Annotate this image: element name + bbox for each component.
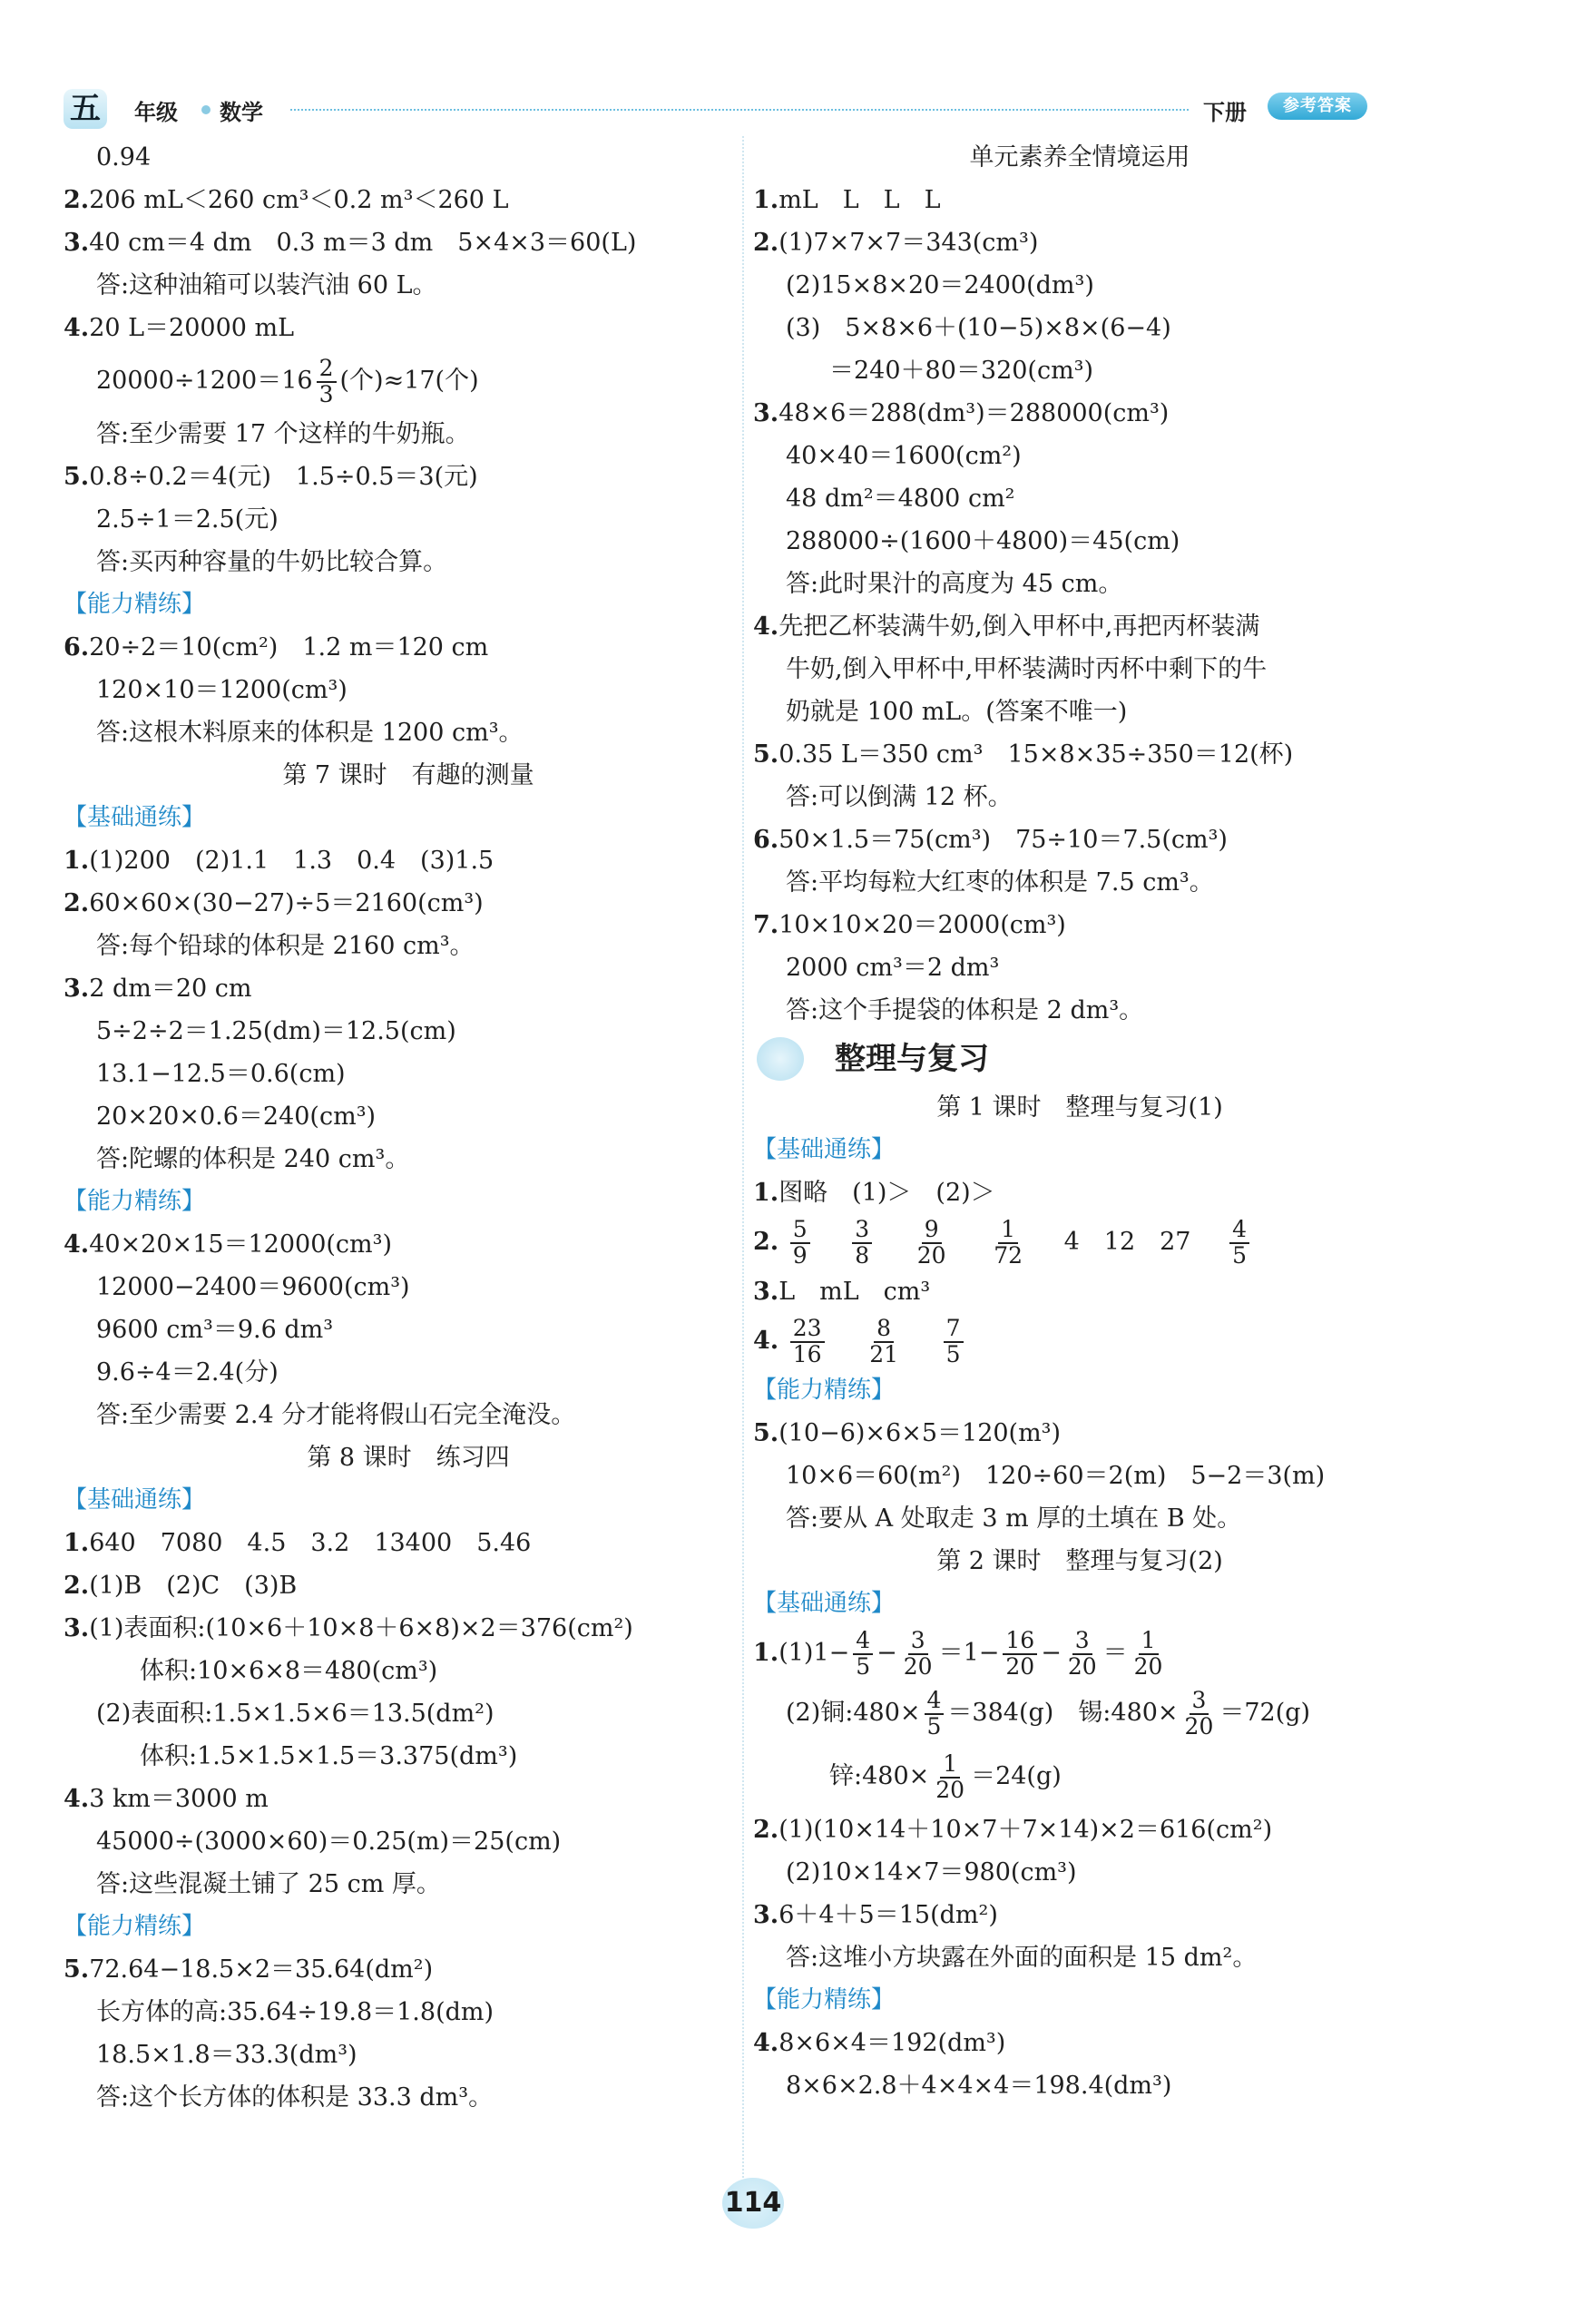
answer-line: 长方体的高:35.64÷19.8＝1.8(dm)	[96, 1998, 494, 2026]
answer-line: 答:这个长方体的体积是 33.3 dm³。	[96, 2083, 494, 2112]
item-number: 3.	[64, 1614, 90, 1642]
lesson-title: 第 8 课时 练习四	[307, 1444, 510, 1472]
section-title	[753, 1032, 1406, 1086]
numerator: 1	[998, 1218, 1018, 1243]
answer-text: 6＋4＋5＝15(dm²)	[778, 1901, 998, 1929]
answer-line	[753, 733, 1406, 776]
answer-line: 答:可以倒满 12 杯。	[786, 783, 1013, 811]
item-number: 6.	[753, 826, 779, 854]
answer-text: 图略 (1)＞ (2)＞	[778, 1179, 995, 1207]
item-number: 2.	[753, 1228, 779, 1256]
category-label: 【基础通练】	[64, 804, 206, 831]
answer-line	[753, 1171, 1406, 1214]
denominator: 20	[1067, 1652, 1097, 1680]
item-number: 2.	[64, 1572, 90, 1600]
item-number: 2.	[64, 889, 90, 917]
item-number: 2.	[753, 229, 779, 257]
numerator: 4	[853, 1629, 873, 1654]
denominator: 20	[935, 1776, 965, 1803]
numerator: 23	[790, 1317, 825, 1342]
answer-line: 答:此时果汁的高度为 45 cm。	[786, 570, 1123, 598]
fraction	[1065, 1629, 1100, 1679]
answer-text: (1)(10×14＋10×7＋7×14)×2＝616(cm²)	[778, 1816, 1273, 1844]
numerator: 4	[925, 1689, 945, 1714]
answer-line	[753, 605, 1406, 648]
answer-text: (10−6)×6×5＝120(m³)	[778, 1419, 1062, 1447]
denominator: 5	[856, 1652, 871, 1680]
answer-text: 3 km＝3000 m	[89, 1785, 269, 1813]
answer-line: 45000÷(3000×60)＝0.25(m)＝25(cm)	[96, 1828, 562, 1856]
item-number: 1.	[64, 847, 90, 875]
answer-text: 40×20×15＝12000(cm³)	[89, 1230, 393, 1259]
fraction	[317, 357, 337, 407]
answer-line: 2.5÷1＝2.5(元)	[96, 505, 279, 534]
answer-line	[753, 1412, 1406, 1455]
answer-text: 4 12 27	[1063, 1228, 1191, 1256]
header-rule	[290, 109, 1189, 111]
numerator: 3	[1072, 1629, 1092, 1654]
answer-text: 50×1.5＝75(cm³) 75÷10＝7.5(cm³)	[778, 826, 1228, 854]
answer-text: (1)表面积:(10×6＋10×8＋6×8)×2＝376(cm²)	[89, 1614, 633, 1642]
answer-text: 20000÷1200＝16	[96, 367, 313, 395]
answer-line	[753, 1214, 1406, 1270]
answer-line	[64, 967, 753, 1010]
fraction	[790, 1218, 810, 1268]
answer-line: 20×20×0.6＝240(cm³)	[96, 1102, 377, 1131]
denominator: 9	[792, 1241, 808, 1269]
answer-line: 答:买丙种容量的牛奶比较合算。	[96, 548, 448, 576]
subject-label: 数学	[220, 100, 263, 125]
answer-line: 答:每个铅球的体积是 2160 cm³。	[96, 932, 475, 960]
category-label: 【能力精练】	[64, 1913, 206, 1940]
denominator: 20	[916, 1241, 946, 1269]
answer-line	[753, 904, 1406, 946]
item-number: 4.	[753, 612, 779, 641]
answer-text: ＝1−	[938, 1639, 1000, 1667]
answer-line: 体积:10×6×8＝480(cm³)	[140, 1657, 438, 1685]
answer-line: 体积:1.5×1.5×1.5＝3.375(dm³)	[140, 1742, 518, 1770]
answer-line	[753, 221, 1406, 264]
answer-line: 答:这些混凝土铺了 25 cm 厚。	[96, 1870, 441, 1898]
answer-text: 640 7080 4.5 3.2 13400 5.46	[89, 1529, 532, 1557]
item-number: 4.	[64, 314, 90, 342]
answer-text: 20÷2＝10(cm²) 1.2 m＝120 cm	[89, 633, 489, 662]
answer-line: 奶就是 100 mL。(答案不唯一)	[786, 698, 1128, 726]
fraction	[1003, 1629, 1037, 1679]
fraction	[1182, 1689, 1217, 1739]
fraction	[933, 1752, 967, 1802]
right-column	[753, 136, 1406, 2107]
item-number: 1.	[64, 1529, 90, 1557]
answer-line: 答:这根木料原来的体积是 1200 cm³。	[96, 719, 524, 747]
answer-text: 锌:480×	[829, 1762, 930, 1790]
answer-line: 2000 cm³＝2 dm³	[786, 954, 1000, 982]
answer-line	[753, 2022, 1406, 2064]
answer-line: (2)表面积:1.5×1.5×6＝13.5(dm²)	[96, 1700, 494, 1728]
section-title-text: 整理与复习	[835, 1041, 989, 1077]
answer-line: 120×10＝1200(cm³)	[96, 676, 348, 704]
answer-line	[753, 1745, 1406, 1808]
answer-line	[753, 179, 1406, 221]
answer-line: 答:要从 A 处取走 3 m 厚的土填在 B 处。	[786, 1504, 1242, 1533]
header-dot	[201, 105, 211, 114]
fraction	[1229, 1218, 1249, 1268]
answer-text: L mL cm³	[778, 1278, 931, 1306]
left-column	[64, 136, 753, 2119]
answer-line	[753, 818, 1406, 861]
unit-title: 单元素养全情境运用	[969, 143, 1190, 172]
fraction	[1131, 1629, 1166, 1679]
answer-text: mL L L L	[778, 186, 941, 214]
item-number: 5.	[753, 1419, 779, 1447]
answer-line	[64, 839, 753, 882]
answer-line	[753, 1313, 1406, 1369]
item-number: 1.	[753, 1179, 779, 1207]
answer-line: 9.6÷4＝2.4(分)	[96, 1358, 279, 1387]
item-number: 2.	[753, 1816, 779, 1844]
answer-line: ＝240＋80＝320(cm³)	[829, 357, 1094, 385]
answer-text: 0.35 L＝350 cm³ 15×8×35÷350＝12(杯)	[778, 740, 1294, 769]
answer-line	[64, 1564, 753, 1607]
answer-text: 48×6＝288(dm³)＝288000(cm³)	[778, 399, 1170, 427]
item-number: 3.	[64, 975, 90, 1003]
answer-line	[753, 392, 1406, 435]
answer-line	[753, 1894, 1406, 1936]
answer-line	[753, 1808, 1406, 1851]
denominator: 20	[903, 1652, 933, 1680]
answer-text: ＝24(g)	[971, 1762, 1062, 1790]
denominator: 16	[792, 1340, 822, 1367]
volume-label: 下册	[1203, 100, 1247, 125]
answer-line: 8×6×2.8＋4×4×4＝198.4(dm³)	[786, 2072, 1172, 2100]
answer-line	[64, 1607, 753, 1650]
denominator: 3	[318, 380, 334, 407]
answer-line: 答:这种油箱可以装汽油 60 L。	[96, 271, 437, 299]
category-label: 【能力精练】	[64, 1188, 206, 1215]
answer-text: ＝384(g) 锡:480×	[947, 1699, 1179, 1727]
numerator: 1	[1139, 1629, 1159, 1654]
denominator: 5	[945, 1340, 961, 1367]
item-number: 6.	[64, 633, 90, 662]
numerator: 3	[852, 1218, 872, 1243]
answer-line: 答:至少需要 17 个这样的牛奶瓶。	[96, 420, 470, 448]
answer-line: 12000−2400＝9600(cm³)	[96, 1273, 410, 1301]
item-number: 2.	[64, 186, 90, 214]
denominator: 21	[869, 1340, 898, 1367]
answer-line	[64, 1778, 753, 1820]
item-number: 7.	[753, 911, 779, 939]
answer-text: 60×60×(30−27)÷5＝2160(cm³)	[89, 889, 484, 917]
answer-line	[64, 1223, 753, 1266]
fraction	[901, 1629, 935, 1679]
answer-line	[64, 456, 753, 498]
answer-line	[64, 179, 753, 221]
item-number: 3.	[753, 1278, 779, 1306]
answer-line	[64, 1522, 753, 1564]
numerator: 4	[1229, 1218, 1249, 1243]
numerator: 9	[922, 1218, 942, 1243]
answer-line: 13.1−12.5＝0.6(cm)	[96, 1060, 346, 1088]
numerator: 2	[317, 357, 337, 382]
page-number: 114	[722, 2178, 784, 2229]
lesson-title: 第 7 课时 有趣的测量	[282, 761, 534, 789]
fraction	[867, 1317, 901, 1367]
answer-text: (1)1−	[778, 1639, 850, 1667]
answer-text: 72.64−18.5×2＝35.64(dm²)	[89, 1955, 434, 1984]
category-label: 【能力精练】	[64, 591, 206, 618]
answer-line: (2)10×14×7＝980(cm³)	[786, 1858, 1077, 1886]
numerator: 7	[944, 1317, 964, 1342]
answer-line: 1.(1)1− $\frac{4}{5}$ − $\frac{3}{20}$ ＝1− $\frac{16}{20}$ − $\frac{3}{20}$ ＝ $\frac{1}{20}$	[753, 1625, 1406, 1681]
answer-line: 答:平均每粒大红枣的体积是 7.5 cm³。	[786, 868, 1214, 897]
answer-line	[64, 882, 753, 925]
answer-line	[753, 1681, 1406, 1745]
item-number: 3.	[753, 399, 779, 427]
denominator: 8	[855, 1241, 870, 1269]
item-number: 5.	[64, 463, 90, 491]
answer-key-badge: 参考答案	[1268, 93, 1367, 120]
grade-label: 年级	[134, 100, 178, 125]
denominator: 20	[1005, 1652, 1035, 1680]
answer-line: 10×6＝60(m²) 120÷60＝2(m) 5−2＝3(m)	[786, 1462, 1326, 1490]
item-number: 1.	[753, 186, 779, 214]
numerator: 1	[940, 1752, 960, 1778]
item-number: 4.	[64, 1230, 90, 1259]
answer-line: 答:陀螺的体积是 240 cm³。	[96, 1145, 410, 1173]
fraction	[925, 1689, 945, 1739]
answer-line	[64, 626, 753, 669]
answer-line: 牛奶,倒入甲杯中,甲杯装满时丙杯中剩下的牛	[786, 655, 1268, 683]
item-number: 4.	[753, 2029, 779, 2057]
answer-text: (个)≈17(个)	[339, 367, 479, 395]
item-number: 5.	[64, 1955, 90, 1984]
item-number: 5.	[753, 740, 779, 769]
answer-line	[64, 1948, 753, 1991]
denominator: 20	[1133, 1652, 1163, 1680]
fraction	[790, 1317, 825, 1367]
lesson-title: 第 2 课时 整理与复习(2)	[936, 1547, 1223, 1575]
answer-text: 10×10×20＝2000(cm³)	[778, 911, 1066, 939]
answer-line: 0.94	[96, 143, 152, 172]
answer-line: 40×40＝1600(cm²)	[786, 442, 1022, 470]
category-label: 【基础通练】	[64, 1486, 206, 1514]
category-label: 【能力精练】	[753, 1986, 896, 2014]
denominator: 72	[994, 1241, 1023, 1269]
numerator: 8	[874, 1317, 894, 1342]
answer-text: 40 cm＝4 dm 0.3 m＝3 dm 5×4×3＝60(L)	[89, 229, 637, 257]
answer-line	[753, 1270, 1406, 1313]
item-number: 4.	[64, 1785, 90, 1813]
item-number: 1.	[753, 1639, 779, 1667]
category-label: 【基础通练】	[753, 1590, 896, 1617]
answer-text: (1)B (2)C (3)B	[89, 1572, 298, 1600]
answer-text: 20 L＝20000 mL	[89, 314, 295, 342]
denominator: 5	[926, 1712, 942, 1740]
answer-line: 5÷2÷2＝1.25(dm)＝12.5(cm)	[96, 1017, 456, 1045]
numerator: 3	[1190, 1689, 1209, 1714]
denominator: 20	[1184, 1712, 1214, 1740]
item-number: 4.	[753, 1327, 779, 1355]
answer-text: ＝72(g)	[1219, 1699, 1311, 1727]
answer-text: 0.8÷0.2＝4(元) 1.5÷0.5＝3(元)	[89, 463, 478, 491]
fraction	[852, 1218, 872, 1268]
lesson-title: 第 1 课时 整理与复习(1)	[936, 1093, 1223, 1122]
answer-line: 18.5×1.8＝33.3(dm³)	[96, 2041, 357, 2069]
fraction	[853, 1629, 873, 1679]
answer-line: (3) 5×8×6＋(10−5)×8×(6−4)	[786, 314, 1171, 342]
answer-text: 206 mL＜260 cm³＜0.2 m³＜260 L	[89, 186, 509, 214]
answer-text: (1)7×7×7＝343(cm³)	[778, 229, 1039, 257]
fraction	[915, 1218, 949, 1268]
answer-line: 答:这堆小方块露在外面的面积是 15 dm²。	[786, 1944, 1258, 1972]
item-number: 3.	[753, 1901, 779, 1929]
answer-text: 2 dm＝20 cm	[89, 975, 252, 1003]
numerator: 5	[790, 1218, 810, 1243]
category-label: 【能力精练】	[753, 1377, 896, 1404]
answer-line	[64, 221, 753, 264]
answer-line: 288000÷(1600＋4800)＝45(cm)	[786, 527, 1180, 555]
answer-line: 答:至少需要 2.4 分才能将假山石完全淹没。	[96, 1401, 576, 1429]
bubble-icon	[757, 1037, 804, 1081]
numerator: 16	[1003, 1629, 1037, 1654]
category-label: 【基础通练】	[753, 1136, 896, 1163]
denominator: 5	[1232, 1241, 1247, 1269]
answer-line	[64, 307, 753, 349]
fraction	[991, 1218, 1025, 1268]
answer-text: 8×6×4＝192(dm³)	[778, 2029, 1006, 2057]
answer-line	[64, 349, 753, 413]
answer-line: 48 dm²＝4800 cm²	[786, 485, 1015, 513]
page-header	[64, 87, 1397, 132]
item-number: 3.	[64, 229, 90, 257]
answer-line: (2)15×8×20＝2400(dm³)	[786, 271, 1094, 299]
numerator: 3	[908, 1629, 928, 1654]
grade-badge: 五	[64, 89, 107, 129]
answer-line: 答:这个手提袋的体积是 2 dm³。	[786, 996, 1144, 1024]
answer-text: (2)铜:480×	[786, 1699, 921, 1727]
answer-line: 9600 cm³＝9.6 dm³	[96, 1316, 334, 1344]
answer-text: 先把乙杯装满牛奶,倒入甲杯中,再把丙杯装满	[778, 612, 1260, 641]
fraction	[944, 1317, 964, 1367]
answer-text: (1)200 (2)1.1 1.3 0.4 (3)1.5	[89, 847, 494, 875]
